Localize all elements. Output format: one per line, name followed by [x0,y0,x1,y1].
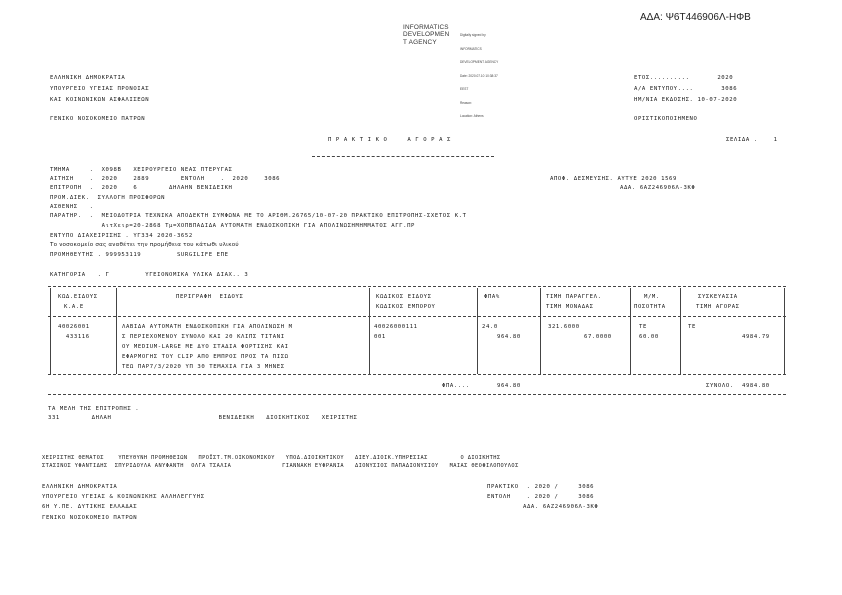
info-assignment: Το νοσοκομείο σας αναθέτει την προμήθεια του κάτωθι υλικού [50,242,239,248]
committee-members: 331 ΔΗΛΑΗ ΒΕΝΙΔΕΙΚΗ ΔΙΟΙΚΗΤΙΚΟΣ ΧΕΙΡΙΣΤΗΣ [48,415,358,421]
table-bottom-rule [48,394,786,395]
footer-left-4: ΓΕΝΙΚΟ ΝΟΣΟΚΟΜΕΙΟ ΠΑΤΡΩΝ [42,515,138,521]
row-purchase-price: 4984.79 [742,334,770,340]
col-line [630,288,631,374]
total-sum-label: ΣΥΝΟΛΟ. [706,383,734,389]
footer-left-2: ΥΠΟΥΡΓΕΙΟ ΥΓΕΙΑΣ & ΚΟΙΝΩΝΙΚΗΣ ΑΛΛΗΛΕΓΓΥΗΣ [42,494,205,500]
col-header-uom: Μ/Μ. [644,294,660,300]
signature-line: Date: 2020.07.10 10:38:37 [460,73,498,78]
logo-line: INFORMATICS [403,24,449,31]
row-uom: ΤΕ [639,324,647,330]
signature-line: DEVELOPMENT AGENCY [460,60,499,64]
row-desc-2: Σ ΠΕΡΙΕΧΟΜΕΝΟΥ ΣΥΝΟΛΟ ΚΑΙ 20 ΚΛΙΠΣ ΤΙΤΑΝΙ [122,334,285,340]
info-remarks: ΠΑΡΑΤΗΡ. . ΜΕΙΟΔΟΤΡΙΑ ΤΕΧΝΙΚΑ ΑΠΟΔΕΚΤΗ ΣΥΜΦΩΝΑ ΜΕ ΤΟ ΑΡΙΘΜ.26765/10-07-20 ΠΡΑΚΤΙΚΟ ΕΠΙΤΡΟΠΗΣ-ΣΧΕΤΟΣ Κ.Τ [50,213,467,219]
col-header-order-price: ΤΙΜΗ ΠΑΡΑΓΓΕΛ. [546,294,602,300]
header-left-1: ΕΛΛΗΝΙΚΗ ΔΗΜΟΚΡΑΤΙΑ [50,75,126,81]
signature-line: Digitally signed by [460,33,486,37]
row-desc-5: ΤΕΩ ΠΑΡ7/3/2020 ΥΠ 30 ΤΕΜΑΧΙΑ ΓΙΑ 3 ΜΗΝΕΣ [122,364,285,370]
table-header-rule [48,316,786,317]
col-line [540,288,541,374]
header-left-2: ΥΠΟΥΡΓΕΙΟ ΥΓΕΙΑΣ ΠΡΟΝΟΙΑΣ [50,86,150,92]
commitment-decision: ΑΠΟΦ. ΔΕΣΜΕΥΣΗΣ. ΑΥΤΥΕ 2020 1569 [550,176,677,182]
table-body-rule [48,374,786,375]
col-header-vat: ΦΠΑ% [484,294,500,300]
hospital-name: ΓΕΝΙΚΟ ΝΟΣΟΚΟΜΕΙΟ ΠΑΤΡΩΝ [50,116,146,122]
row-merchant-code: 001 [374,334,386,340]
col-header-unit-price: ΤΙΜΗ ΜΟΝΑΔΑΣ [546,304,594,310]
row-supplier-code: 40026000111 [374,324,418,330]
footer-left-3: 6Η Υ.ΠΕ. ΔΥΤΙΚΗΣ ΕΛΛΑΔΑΣ [42,504,138,510]
ada-code: ΑΔΑ: Ψ6Τ446906Λ-ΗΦΒ [640,12,751,23]
committee-label: ΤΑ ΜΕΛΗ ΤΗΣ ΕΠΙΤΡΟΠΗΣ . [48,406,140,412]
commitment-ada: ΑΔΑ. 6ΑΖ246906Λ-3ΚΦ [620,185,696,191]
total-vat-value: 964.80 [497,383,521,389]
footer-ada: ΑΔΑ. 6ΑΖ246906Λ-3ΚΦ [523,504,599,510]
info-supplier: ΠΡΟΜΗΘΕΥΤΗΣ . 999953119 SURGILIFE ΕΠΕ [50,252,229,258]
category-line: ΚΑΤΗΓΟΡΙΑ . Γ ΥΓΕΙΟΝΟΜΙΚΑ ΥΛΙΚΑ ΔΙΑΧ.. 3 [50,272,249,278]
col-line [477,288,478,374]
header-status: ΟΡΙΣΤΙΚΟΠΟΙΗΜΕΝΟ [634,116,698,122]
footer-practice: ΠΡΑΚΤΙΚΟ . 2020 / 3086 [487,484,595,490]
row-desc-4: ΕΦΑΡΜΟΓΗΣ ΤΟΥ CLIP ΑΠΟ ΕΜΠΡΟΣ ΠΡΟΣ ΤΑ ΠΙΣΩ [122,354,289,360]
signature-line: Reason: [460,100,472,105]
signature-names: ΣΤΑΣΙΝΟΣ ΥΦΑΝΤΙΔΗΣ ΣΠΥΡΙΔΟΥΛΑ ΑΝΥΦΑΝΤΗ ΟΛΓΑ ΤΣΑΛΙΑ ΓΙΑΝΝΑΚΗ ΕΥΦΡΑΝΙΑ ΔΙΟΝΥΣΙΟΣ ΠΑΠΑΔΙΟΝΥΣΙΟΥ ΜΑΙΑΣ ΘΕΟΦΙΛΟΠΟΥΛΟΣ [42,463,519,469]
col-line [784,288,785,374]
col-header-kae: Κ.Α.Ε [64,304,84,310]
total-sum-value: 4984.80 [742,383,770,389]
header-issue-date: ΗΜ/ΝΙΑ ΕΚΔΟΣΗΣ. 10-07-2020 [634,97,738,103]
footer-order: ΕΝΤΟΛΗ . 2020 / 3086 [487,494,595,500]
document-title: Π Ρ Α Κ Τ Ι Κ Ο Α Γ Ο Ρ Α Σ [328,137,451,143]
digital-signature [460,24,498,123]
row-vat-amount: 964.80 [497,334,521,340]
row-item-code: 40026001 [58,324,90,330]
col-header-item-code: ΚΩΔΙΚΟΣ ΕΙΔΟΥΣ [376,294,432,300]
row-desc-3: ΟΥ MEDIUM-LARGE ΜΕ ΔΥΟ ΣΤΑΔΙΑ ΦΟΡΤΙΣΗΣ ΚΑΙ [122,344,289,350]
row-order-price: 321.6000 [548,324,580,330]
info-request: ΑΙΤΗΣΗ . 2020 2889 ΕΝΤΟΛΗ . 2020 3086 [50,176,281,182]
row-kae: 433116 [58,334,90,340]
info-management-form: ΕΝΤΥΠΟ ΔΙΑΧΕΙΡΙΣΗΣ . ΥΓ334 2020-3652 [50,233,193,239]
col-line [680,288,681,374]
col-header-purchase-price: ΤΙΜΗ ΑΓΟΡΑΣ [696,304,740,310]
info-committee: ΕΠΙΤΡΟΠΗ . 2020 6 ΔΗΛΑΗΝ ΒΕΝΙΔΕΙΚΗ [50,185,233,191]
col-header-description: ΠΕΡΙΓΡΑΦΗ ΕΙΔΟΥΣ [176,294,244,300]
header-left-3: ΚΑΙ ΚΟΙΝΩΝΙΚΩΝ ΑΣΦΑΛΙΣΕΩΝ [50,97,150,103]
table-top-rule [48,286,786,287]
col-line [369,288,370,374]
logo-line: DEVELOPMEN [403,31,450,39]
col-line [116,288,117,374]
header-year: ΕΤΟΣ.......... 2020 [634,75,734,81]
issuer-logo [403,24,449,46]
row-quantity: 60.00 [639,334,659,340]
col-header-pack: ΣΥΣΚΕΥΑΣΙΑ [698,294,738,300]
signature-line: EEST [460,87,469,91]
logo-line: T AGENCY [403,38,437,46]
total-vat-label: ΦΠΑ.... [442,383,470,389]
col-header-quantity: ΠΟΣΟΤΗΤΑ [634,304,666,310]
col-line [50,288,51,374]
row-unit-price: 67.0000 [584,334,612,340]
header-form-no: Α/Α ΕΝΤΥΠΟΥ.... 3086 [634,86,738,92]
signature-titles: ΧΕΙΡΙΣΤΗΣ ΘΕΜΑΤΟΣ ΥΠΕΥΘΥΝΗ ΠΡΟΜΗΘΕΙΩΝ ΠΡΟΪΣΤ.ΤΜ.ΟΙΚΟΝΟΜΙΚΟΥ ΥΠΟΔ.ΔΙΟΙΚΗΤΙΚΟΥ ΔΙΕΥ.ΔΙΟΙΚ.ΥΠΗΡΕΣΙΑΣ Ο ΔΙΟΙΚΗΤΗΣ [42,455,501,461]
page-number: ΣΕΛΙΔΑ . 1 [726,137,778,143]
info-procurement: ΠΡΟΜ.ΔΙΕΚ. ΣΥΛΛΟΓΗ ΠΡΟΣΦΟΡΩΝ [50,195,166,201]
col-header-code: ΚΩΔ.ΕΙΔΟΥΣ [58,294,98,300]
title-underline [312,156,494,157]
info-remarks-cont: ΑιτΧειρ=20-2868 Τμ=ΧΟΠΒΠΑΔΙΔΑ ΑΥΤΟΜΑΤΗ ΕΝΔΟΣΚΟΠΙΚΗ ΓΙΑ ΑΠΟΛΙΝΩΣΗΜΗΜΜΑΤΟΣ ΑΓΓ.ΠΡ [50,223,416,229]
row-desc-1: ΛΑΒΙΔΑ ΑΥΤΟΜΑΤΗ ΕΝΔΟΣΚΟΠΙΚΗ ΓΙΑ ΑΠΟΛΙΝΩΣΗ Μ [122,324,293,330]
signature-line: INFORMATICS [460,46,482,51]
info-department: ΤΜΗΜΑ . Χ098Β ΧΕΙΡΟΥΡΓΕΙΟ ΝΕΑΣ ΠΤΕΡΥΓΑΣ [50,167,233,173]
signature-line: Location: Athens [460,114,484,118]
col-header-merchant-code: ΚΩΔΙΚΟΣ ΕΜΠΟΡΟΥ [376,304,436,310]
row-vat: 24.0 [482,324,498,330]
footer-left-1: ΕΛΛΗΝΙΚΗ ΔΗΜΟΚΡΑΤΙΑ [42,484,118,490]
info-patient: ΑΣΘΕΝΗΣ . [50,204,94,210]
row-pack: ΤΕ [688,324,696,330]
